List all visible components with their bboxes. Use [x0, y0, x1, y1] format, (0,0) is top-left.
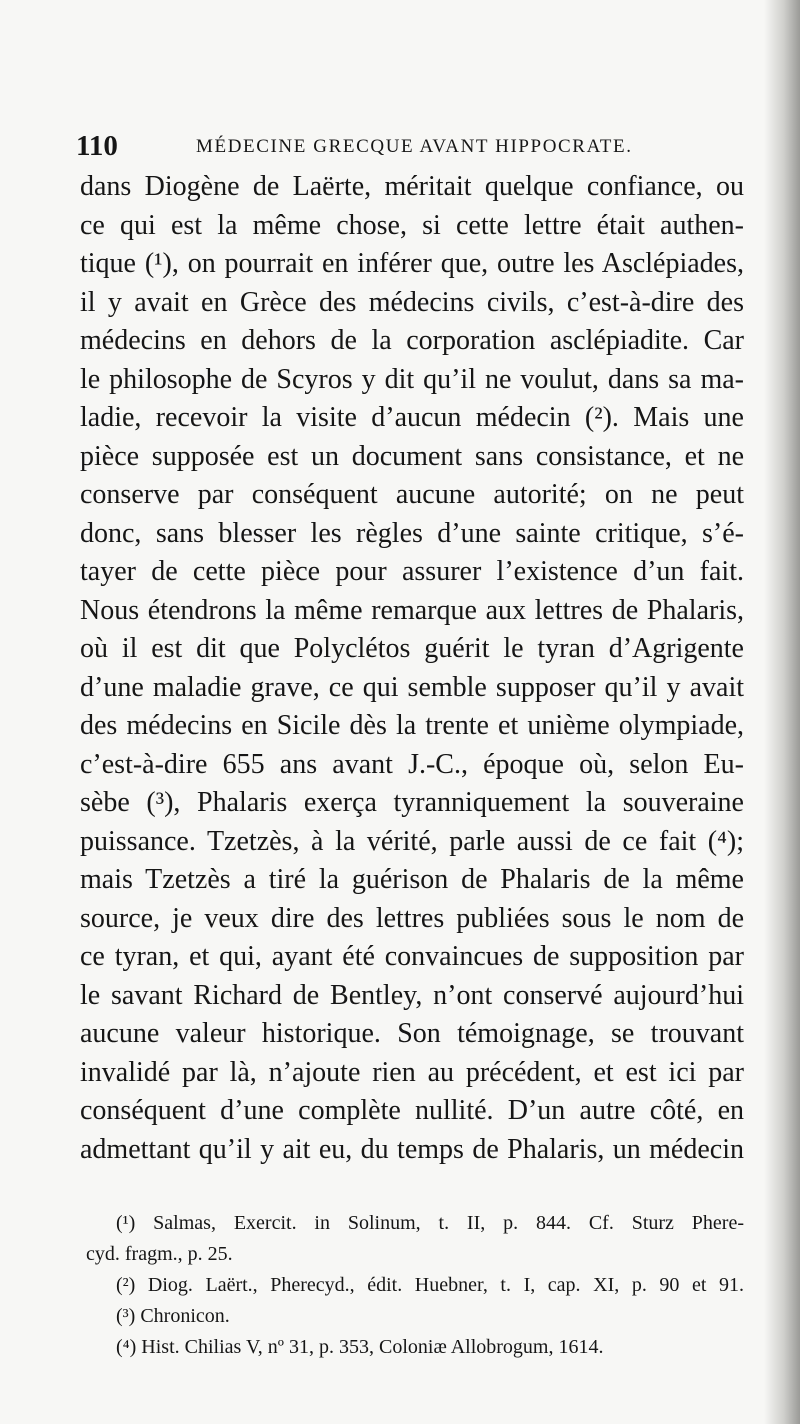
- body-line: médecins en dehors de la corporation asclépiadite. Car: [80, 325, 744, 356]
- footnote-4: (⁴) Hist. Chilias V, nº 31, p. 353, Coloniæ Allobrogum, 1614.: [116, 1336, 604, 1358]
- body-line: dans Diogène de Laërte, méritait quelque confiance, ou: [80, 171, 744, 202]
- body-line: où il est dit que Polyclétos guérit le tyran d’Agrigente: [80, 633, 744, 664]
- body-line: ce qui est la même chose, si cette lettre était authen-: [80, 209, 744, 241]
- body-text: [80, 168, 744, 1169]
- body-line: puissance. Tzetzès, à la vérité, parle aussi de ce fait (⁴);: [80, 825, 744, 857]
- body-line: ladie, recevoir la visite d’aucun médecin (²). Mais une: [80, 402, 744, 433]
- body-line: Nous étendrons la même remarque aux lettres de Phalaris,: [80, 594, 744, 626]
- footnotes: [80, 1208, 744, 1363]
- footnote-3: (³) Chronicon.: [116, 1305, 230, 1327]
- page-header: [76, 128, 766, 164]
- body-line: pièce supposée est un document sans consistance, et ne: [80, 440, 744, 472]
- body-line: source, je veux dire des lettres publiées sous le nom de: [80, 902, 744, 934]
- body-line: d’une maladie grave, ce qui semble supposer qu’il y avait: [80, 671, 744, 703]
- body-line: admettant qu’il y ait eu, du temps de Phalaris, un médecin: [80, 1133, 744, 1165]
- footnote-1-continuation: cyd. fragm., p. 25.: [86, 1243, 233, 1265]
- body-line: le savant Richard de Bentley, n’ont conservé aujourd’hui: [80, 979, 744, 1011]
- body-line: des médecins en Sicile dès la trente et unième olympiade,: [80, 710, 744, 741]
- running-head: MÉDECINE GRECQUE AVANT HIPPOCRATE.: [196, 136, 633, 157]
- page-edge-shadow: [764, 0, 800, 1424]
- footnote-1: (¹) Salmas, Exercit. in Solinum, t. II, p. 844. Cf. Sturz Phere-: [116, 1212, 744, 1234]
- body-line: c’est-à-dire 655 ans avant J.-C., époque où, selon Eu-: [80, 748, 744, 780]
- body-line: donc, sans blesser les règles d’une sainte critique, s’é-: [80, 517, 744, 549]
- body-line: conserve par conséquent aucune autorité; on ne peut: [80, 479, 744, 510]
- body-line: aucune valeur historique. Son témoignage, se trouvant: [80, 1018, 744, 1049]
- body-line: il y avait en Grèce des médecins civils, c’est-à-dire des: [80, 286, 744, 318]
- body-line: sèbe (³), Phalaris exerça tyranniquement la souveraine: [80, 787, 744, 818]
- body-line: ce tyran, et qui, ayant été convaincues de supposition par: [80, 941, 744, 972]
- body-line: le philosophe de Scyros y dit qu’il ne voulut, dans sa ma-: [80, 363, 744, 395]
- body-line: mais Tzetzès a tiré la guérison de Phalaris de la même: [80, 864, 744, 895]
- body-line: invalidé par là, n’ajoute rien au précédent, et est ici par: [80, 1056, 744, 1088]
- body-line: tique (¹), on pourrait en inférer que, outre les Asclépiades,: [80, 248, 744, 279]
- page-number: 110: [76, 130, 118, 162]
- footnote-2: (²) Diog. Laërt., Pherecyd., édit. Huebner, t. I, cap. XI, p. 90 et 91.: [116, 1274, 744, 1296]
- body-line: tayer de cette pièce pour assurer l’existence d’un fait.: [80, 556, 744, 587]
- body-line: conséquent d’une complète nullité. D’un autre côté, en: [80, 1095, 744, 1126]
